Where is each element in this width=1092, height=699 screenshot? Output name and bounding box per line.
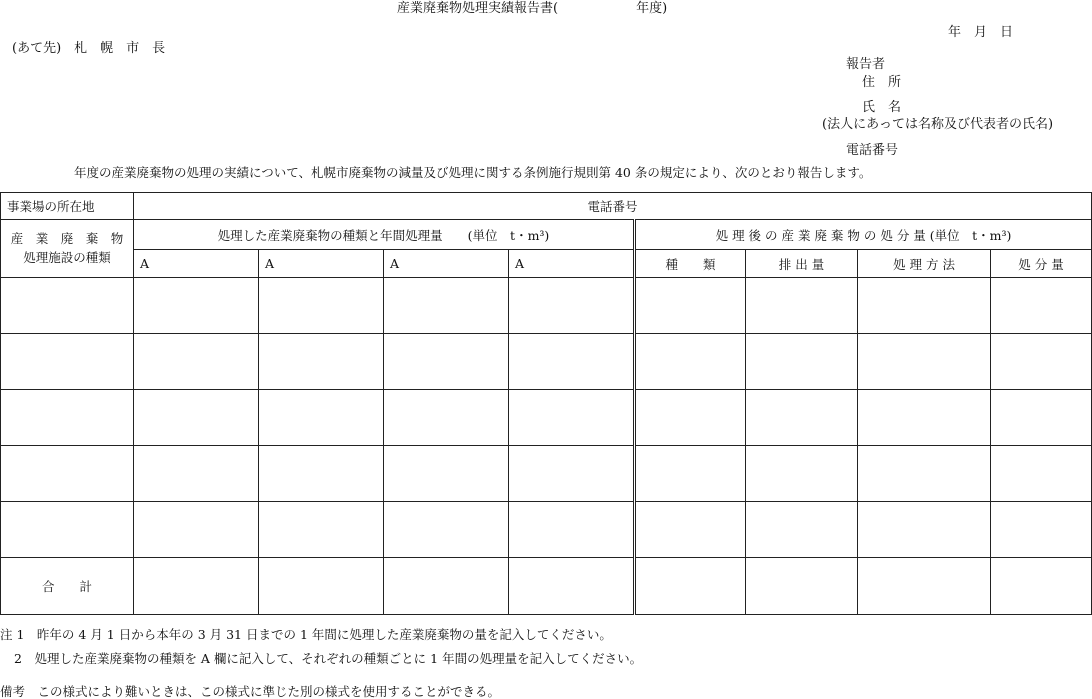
- cell[interactable]: [635, 502, 746, 558]
- cell[interactable]: [1, 446, 134, 502]
- reporter-phone-label: 電話番号: [846, 143, 899, 158]
- cell[interactable]: [991, 334, 1092, 390]
- cell[interactable]: [259, 334, 384, 390]
- location-phone-label: 電話番号: [134, 193, 1092, 220]
- address-label: 住 所: [862, 75, 902, 90]
- cell[interactable]: [1, 502, 134, 558]
- cell[interactable]: [635, 278, 746, 334]
- table-row: [1, 446, 1092, 502]
- a-col-2: A: [259, 250, 384, 278]
- cell[interactable]: [384, 278, 509, 334]
- cell[interactable]: [134, 446, 259, 502]
- cell[interactable]: [991, 446, 1092, 502]
- table-row: [1, 390, 1092, 446]
- cell[interactable]: [635, 558, 746, 615]
- reporter-label: 報告者: [846, 57, 886, 72]
- facility-label: [1, 220, 134, 278]
- cell[interactable]: [384, 446, 509, 502]
- cell[interactable]: [1, 390, 134, 446]
- cell[interactable]: [134, 558, 259, 615]
- cell[interactable]: [746, 446, 858, 502]
- cell[interactable]: [259, 390, 384, 446]
- col-type: 種 類: [635, 250, 746, 278]
- addressee: (あて先) 札 幌 市 長: [12, 41, 166, 56]
- cell[interactable]: [384, 558, 509, 615]
- cell[interactable]: [509, 502, 635, 558]
- cell[interactable]: [259, 278, 384, 334]
- cell[interactable]: [991, 558, 1092, 615]
- note-2: 2 処理した産業廃棄物の種類を A 欄に記入して、それぞれの種類ごとに 1 年間の処理量を記入してください。: [14, 651, 643, 666]
- note-1: 注 1 昨年の 4 月 1 日から本年の 3 月 31 日までの 1 年間に処理した産業廃棄物の量を記入してください。: [0, 627, 612, 642]
- cell[interactable]: [509, 446, 635, 502]
- remark: 備考 この様式により難いときは、この様式に準じた別の様式を使用することができる。: [0, 684, 501, 699]
- table-row: [1, 334, 1092, 390]
- col-discharge: 排 出 量: [746, 250, 858, 278]
- cell[interactable]: [384, 502, 509, 558]
- cell[interactable]: [259, 558, 384, 615]
- cell[interactable]: [1, 334, 134, 390]
- cell[interactable]: [858, 278, 991, 334]
- a-col-3: A: [384, 250, 509, 278]
- a-col-1: A: [134, 250, 259, 278]
- cell[interactable]: [509, 558, 635, 615]
- treated-header: 処理した産業廃棄物の種類と年間処理量 (単位 t・m³): [134, 220, 635, 250]
- col-disposal-amount: 処 分 量: [991, 250, 1092, 278]
- cell[interactable]: [635, 390, 746, 446]
- cell[interactable]: [991, 390, 1092, 446]
- cell[interactable]: [746, 390, 858, 446]
- disposal-header: 処 理 後 の 産 業 廃 棄 物 の 処 分 量 (単位 t・m³): [635, 220, 1092, 250]
- cell[interactable]: [991, 502, 1092, 558]
- cell[interactable]: [746, 502, 858, 558]
- cell[interactable]: [384, 334, 509, 390]
- intro-text: 年度の産業廃棄物の処理の実績について、札幌市廃棄物の減量及び処理に関する条例施行規則第 40 条の規定により、次のとおり報告します。: [74, 165, 872, 180]
- cell[interactable]: [858, 446, 991, 502]
- cell[interactable]: [384, 390, 509, 446]
- facility-label-1: 産 業 廃 棄 物: [10, 231, 124, 247]
- total-row: [1, 558, 1092, 615]
- col-method: 処 理 方 法: [858, 250, 991, 278]
- cell[interactable]: [1, 278, 134, 334]
- table-row: [1, 278, 1092, 334]
- name-note: (法人にあっては名称及び代表者の氏名): [822, 117, 1054, 132]
- cell[interactable]: [635, 334, 746, 390]
- report-date: 年 月 日: [948, 25, 1014, 40]
- cell[interactable]: [858, 390, 991, 446]
- cell[interactable]: [509, 334, 635, 390]
- cell[interactable]: [509, 278, 635, 334]
- a-col-4: A: [509, 250, 635, 278]
- cell[interactable]: [746, 278, 858, 334]
- cell[interactable]: [746, 334, 858, 390]
- form-title: 産業廃棄物処理実績報告書( 年度): [397, 1, 668, 16]
- table-row: [1, 502, 1092, 558]
- cell[interactable]: [991, 278, 1092, 334]
- total-label: 合 計: [1, 558, 134, 615]
- report-table: [0, 192, 1092, 615]
- cell[interactable]: [635, 446, 746, 502]
- cell[interactable]: [134, 278, 259, 334]
- cell[interactable]: [134, 502, 259, 558]
- cell[interactable]: [858, 558, 991, 615]
- cell[interactable]: [746, 558, 858, 615]
- cell[interactable]: [259, 502, 384, 558]
- name-label: 氏 名: [862, 100, 902, 115]
- facility-label-2: 処理施設の種類: [23, 249, 111, 265]
- cell[interactable]: [509, 390, 635, 446]
- cell[interactable]: [858, 334, 991, 390]
- cell[interactable]: [134, 390, 259, 446]
- location-label: 事業場の所在地: [1, 193, 134, 220]
- cell[interactable]: [134, 334, 259, 390]
- cell[interactable]: [858, 502, 991, 558]
- cell[interactable]: [259, 446, 384, 502]
